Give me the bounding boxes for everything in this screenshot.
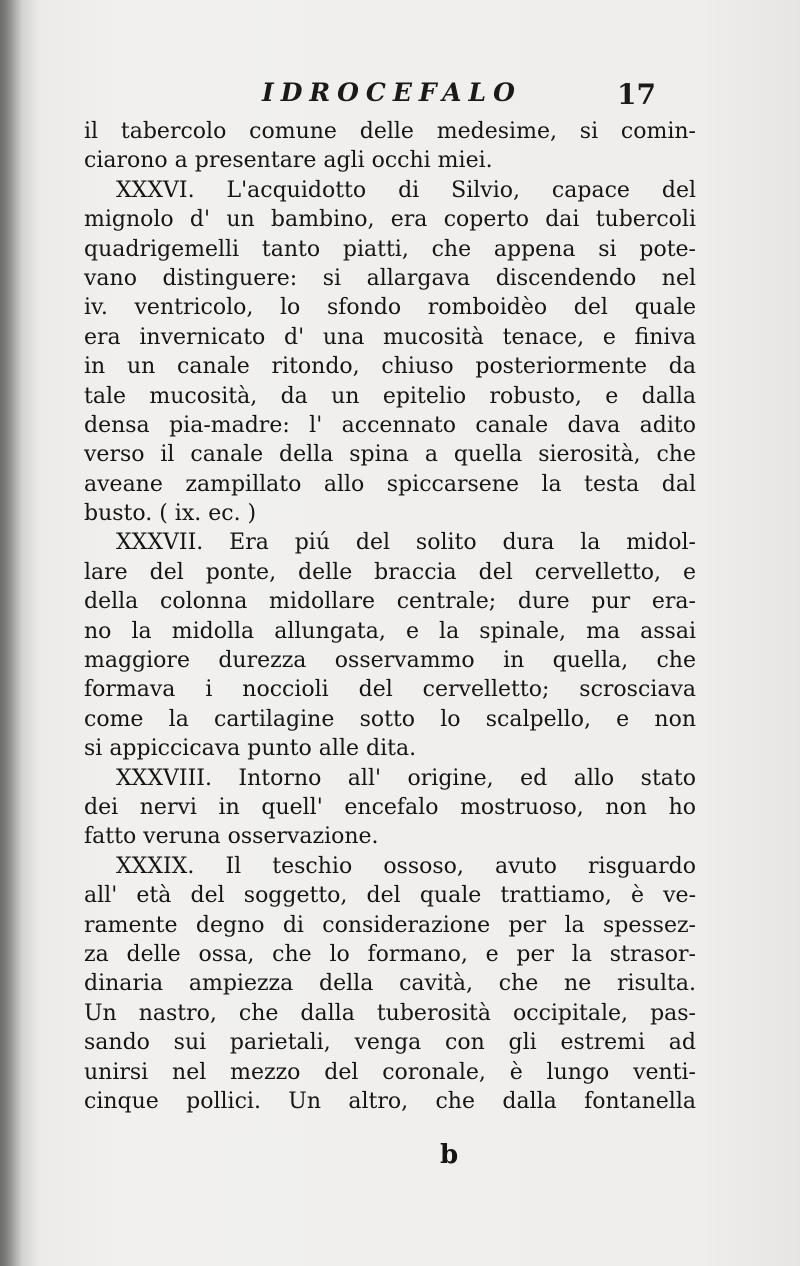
text-line: ciarono a presentare agli occhi miei. bbox=[84, 148, 493, 174]
text-line: sando sui parietali, venga con gli estremi ad bbox=[84, 1030, 696, 1056]
text-line: ramente degno di considerazione per la spessez- bbox=[84, 912, 696, 938]
text-line: aveane zampillato allo spiccarsene la testa dal bbox=[84, 471, 696, 497]
text-line: tale mucosità, da un epitelio robusto, e dalla bbox=[84, 383, 696, 409]
text-line: della colonna midollare centrale; dure pur era- bbox=[84, 589, 696, 615]
text-line: maggiore durezza osservammo in quella, che bbox=[84, 648, 696, 674]
text-line: formava i noccioli del cervelletto; scrosciava bbox=[84, 677, 696, 703]
text-line: era invernicato d' una mucosità tenace, e finiva bbox=[84, 324, 696, 350]
text-line: iv. ventricolo, lo sfondo romboidèo del quale bbox=[84, 295, 696, 321]
text-line: densa pia-madre: l' accennato canale dava adito bbox=[84, 412, 696, 438]
text-line: XXXVI. L'acquidotto di Silvio, capace del bbox=[116, 177, 696, 203]
text-line: cinque pollici. Un altro, che dalla fontanella bbox=[84, 1088, 696, 1114]
text-line: dinaria ampiezza della cavità, che ne risulta. bbox=[84, 971, 696, 997]
signature-mark: b bbox=[440, 1140, 459, 1170]
text-line: XXXVIII. Intorno all' origine, ed allo stato bbox=[116, 765, 696, 791]
body-text bbox=[84, 117, 696, 1116]
text-line: mignolo d' un bambino, era coperto dai tubercoli bbox=[84, 207, 696, 233]
text-line: Un nastro, che dalla tuberosità occipitale, pas- bbox=[84, 1000, 696, 1026]
text-line: il tabercolo comune delle medesime, si comin- bbox=[84, 119, 696, 144]
text-line: lare del ponte, delle braccia del cervelletto, e bbox=[84, 559, 696, 585]
text-line: si appiccicava punto alle dita. bbox=[84, 736, 417, 762]
text-line: za delle ossa, che lo formano, e per la strasor- bbox=[84, 941, 696, 967]
text-line: XXXIX. Il teschio ossoso, avuto risguardo bbox=[116, 853, 696, 879]
binding-gutter-shadow bbox=[0, 0, 22, 1266]
text-line: quadrigemelli tanto piatti, che appena si pote- bbox=[84, 236, 696, 262]
running-title: IDROCEFALO bbox=[262, 78, 522, 107]
text-line: come la cartilagine sotto lo scalpello, e non bbox=[84, 706, 696, 732]
text-line: fatto veruna osservazione. bbox=[84, 824, 379, 850]
text-line: verso il canale della spina a quella sierosità, che bbox=[84, 442, 696, 468]
text-line: dei nervi in quell' encefalo mostruoso, non ho bbox=[84, 794, 696, 820]
text-line: XXXVII. Era piú del solito dura la midol- bbox=[116, 530, 696, 556]
text-line: in un canale ritondo, chiuso posteriormente da bbox=[84, 354, 696, 380]
text-line: all' età del soggetto, del quale trattiamo, è ve- bbox=[84, 883, 696, 909]
text-line: busto. ( ix. ec. ) bbox=[84, 501, 257, 527]
page-number: 17 bbox=[617, 78, 656, 111]
page-header bbox=[0, 78, 800, 118]
text-line: vano distinguere: si allargava discendendo nel bbox=[84, 265, 696, 291]
text-line: no la midolla allungata, e la spinale, ma assai bbox=[84, 618, 696, 644]
text-line: unirsi nel mezzo del coronale, è lungo venti- bbox=[84, 1059, 696, 1085]
